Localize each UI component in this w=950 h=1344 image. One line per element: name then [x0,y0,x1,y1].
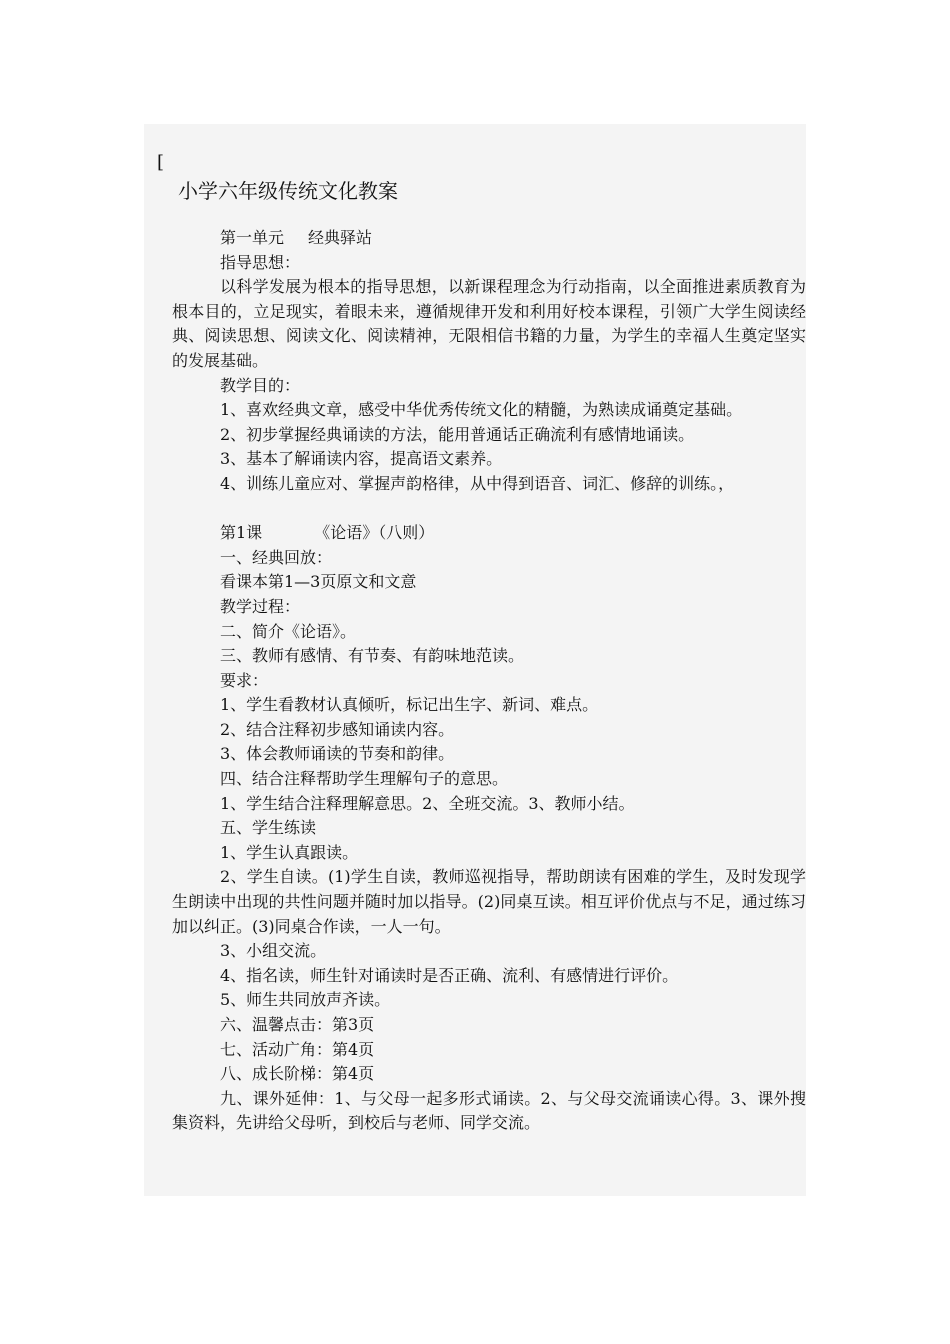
lesson-step-line: 看课本第1—3页原文和文意 [220,572,417,592]
unit-heading [172,226,812,251]
lesson-step-line: 1、学生看教材认真倾听，标记出生字、新词、难点。 [220,695,599,715]
lesson-step-line: 1、学生结合注释理解意思。2、全班交流。3、教师小结。 [220,793,635,813]
lesson-step-line: 二、简介《论语》。 [220,621,357,641]
lesson-step-line: 4、指名读，师生针对诵读时是否正确、流利、有感情进行评价。 [220,965,679,985]
lesson-step-line: 3、小组交流。 [220,941,327,961]
lesson-step-line: 三、教师有感情、有节奏、有韵味地范读。 [220,646,525,666]
goal-item: 3、基本了解诵读内容，提高语文素养。 [220,449,503,469]
lesson-step-line: 八、成长阶梯：第4页 [220,1064,375,1084]
lesson-step-line: 五、学生练读 [220,818,317,838]
guiding-paragraph: 以科学发展为根本的指导思想，以新课程理念为行动指南，以全面推进素质教育为根本目的，立足现实，着眼未来，遵循规律开发和利用好校本课程，引领广大学生阅读经典、阅读思想、阅读文化、阅读精神，无限相信书籍的力量，为学生的幸福人生奠定坚实的发展基础。 [172,277,806,370]
lesson-step-line: 2、结合注释初步感知诵读内容。 [220,719,455,739]
practice-paragraph: 2、学生自读。(1)学生自读，教师巡视指导，帮助朗读有困难的学生，及时发现学生朗读中出现的共性问题并随时加以指导。(2)同桌互读。相互评价优点与不足，通过练习加以纠正。(3)同桌合作读，一人一句。 [172,867,806,936]
lesson-steps-b [172,939,812,1087]
lesson-step-line: 七、活动广角：第4页 [220,1039,375,1059]
lesson-step-line: 六、温馨点击：第3页 [220,1015,375,1034]
lesson-step-line: 教学过程： [220,596,301,616]
lesson-step-line: 四、结合注释帮助学生理解句子的意思。 [220,769,509,789]
unit-label: 第一单元 [220,228,285,247]
goal-item: 2、初步掌握经典诵读的方法，能用普通话正确流利有感情地诵读。 [220,424,695,444]
lesson-steps-a [172,546,812,866]
lesson-label: 第1课 [220,523,263,543]
spacer [172,497,812,522]
lesson-step-line: 5、师生共同放声齐读。 [220,990,391,1010]
unit-name: 经典驿站 [308,228,373,247]
lesson-name: 《论语》（八则） [314,523,435,543]
document-title: 小学六年级传统文化教案 [178,179,398,203]
lesson-step-line: 一、经典回放： [220,547,333,567]
lesson-step-line: 1、学生认真跟读。 [220,842,359,862]
stray-bracket: [ [157,152,165,173]
goal-item: 4、训练儿童应对、掌握声韵格律，从中得到语音、词汇、修辞的训练。， [220,473,735,493]
document-body [172,226,812,1136]
lesson-step-line: 要求： [220,670,269,690]
goals-heading: 教学目的： [220,375,301,395]
guiding-heading: 指导思想： [220,252,301,272]
goal-item: 1、喜欢经典文章，感受中华优秀传统文化的精髓，为熟读成诵奠定基础。 [220,400,743,420]
lesson-heading [172,521,812,546]
extension-paragraph: 九、课外延伸：1、与父母一起多形式诵读。2、与父母交流诵读心得。3、课外搜集资料，先讲给父母听，到校后与老师、同学交流。 [172,1088,806,1133]
lesson-step-line: 3、体会教师诵读的节奏和韵律。 [220,744,455,764]
